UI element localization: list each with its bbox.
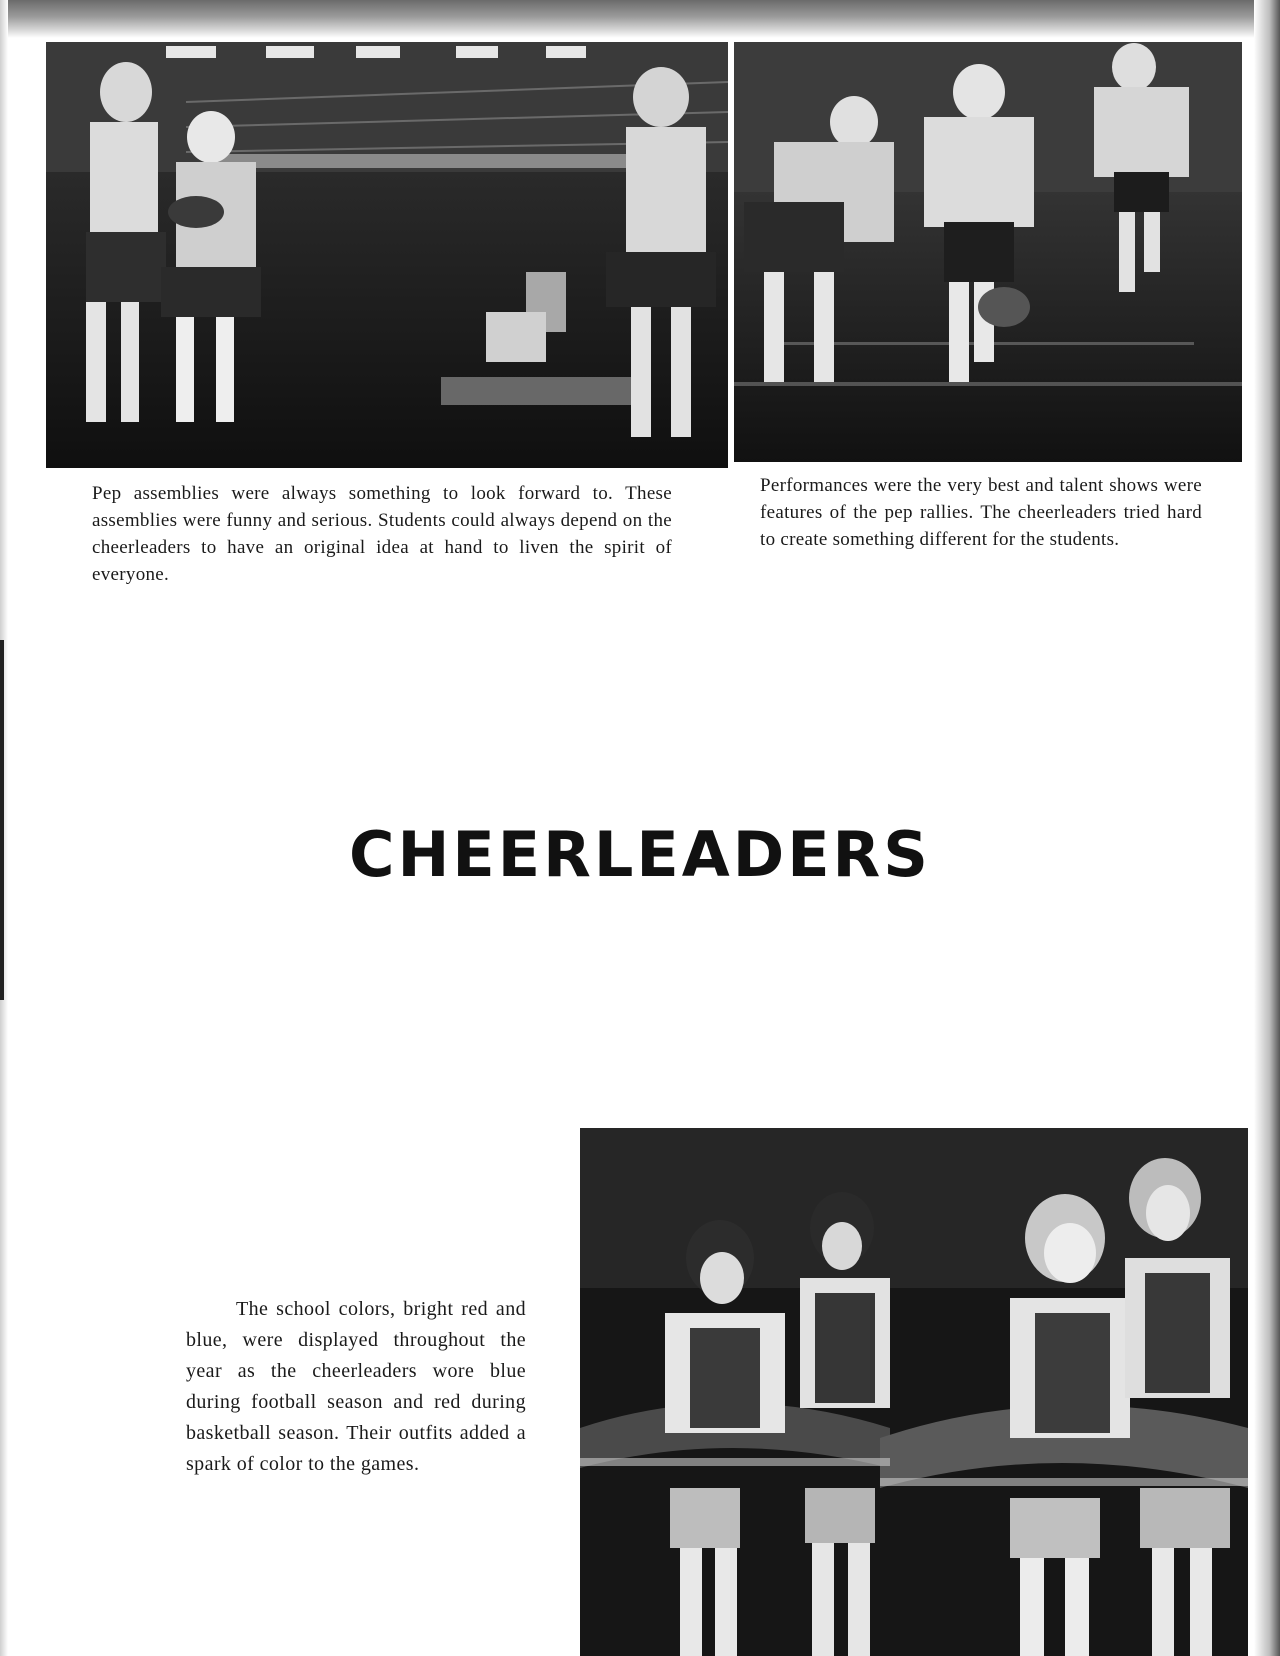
photo-pep-rally-performance [734,42,1242,462]
photo-pep-assembly [46,42,728,468]
caption-school-colors: The school colors, bright red and blue, were displayed throughout the year as the cheerleaders wore blue during football season and red during basketball season. Their outfits added a spark of color to the games. [186,1298,526,1475]
section-title: CHEERLEADERS [349,818,931,891]
page-top-edge [0,0,1280,38]
caption-performances: Performances were the very best and talent shows were features of the pep rallies. The cheerleaders tried hard to create something different for the students. [760,475,1202,550]
caption-pep-assemblies: Pep assemblies were always something to look forward to. These assemblies were funny and serious. Students could always depend on the cheerleaders to have an original idea at hand to liven the spirit of everyone. [92,483,672,585]
photo-cheerleaders-uniforms [580,1128,1248,1656]
